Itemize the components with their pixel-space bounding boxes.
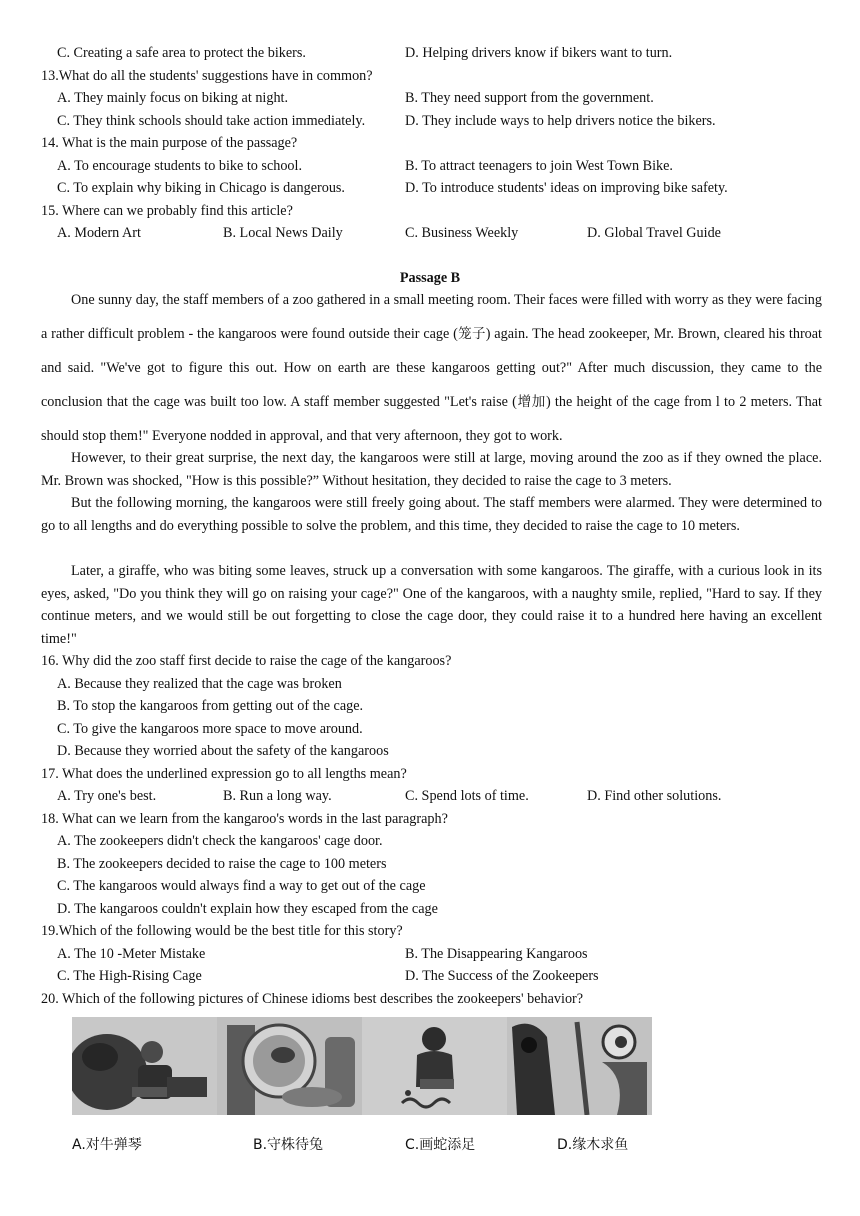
q19-option-a: A. The 10 -Meter Mistake bbox=[57, 946, 206, 962]
idiom-picture-c bbox=[362, 1017, 507, 1115]
q18-stem: 18. What can we learn from the kangaroo's words in the last paragraph? bbox=[41, 811, 448, 827]
q16-option-b: B. To stop the kangaroos from getting out of the cage. bbox=[57, 698, 364, 714]
q20-option-b: B.守株待兔 bbox=[253, 1137, 324, 1153]
q17-option-a: A. Try one's best. bbox=[57, 788, 157, 804]
q13-option-c: C. They think schools should take action immediately. bbox=[57, 113, 366, 129]
idiom-picture-d bbox=[507, 1017, 652, 1115]
p1-text-b: ) again. The head zookeeper, Mr. Brown, cleared his throat and said. "We've got to figure this out. How on earth are these kangaroos getting out?" After much discussion, they came to the conclusion that the cage was built too low. A staff member suggested "Let's raise ( bbox=[41, 326, 822, 410]
p1-text-c: ) the height of the cage from l to 2 meters. That should stop them!" Everyone nodded in approval, and that very afternoon, they got to work. bbox=[41, 394, 822, 444]
idiom-picture-b bbox=[217, 1017, 362, 1115]
q13-option-a: A. They mainly focus on biking at night. bbox=[57, 90, 289, 106]
q15-option-d: D. Global Travel Guide bbox=[587, 225, 721, 241]
q17-option-b: B. Run a long way. bbox=[223, 788, 332, 804]
q18-option-b: B. The zookeepers decided to raise the cage to 100 meters bbox=[57, 856, 387, 872]
q15-stem: 15. Where can we probably find this article? bbox=[41, 203, 293, 219]
q17-option-d: D. Find other solutions. bbox=[587, 788, 722, 804]
idiom-picture-a bbox=[72, 1017, 217, 1115]
q14-stem: 14. What is the main purpose of the passage? bbox=[41, 135, 298, 151]
passage-paragraph-1 bbox=[41, 283, 822, 453]
q19-stem: 19.Which of the following would be the best title for this story? bbox=[41, 923, 403, 939]
q19-option-b: B. The Disappearing Kangaroos bbox=[405, 946, 588, 962]
q12-option-d: D. Helping drivers know if bikers want to turn. bbox=[405, 45, 673, 61]
q15-option-b: B. Local News Daily bbox=[223, 225, 343, 241]
q19-option-d: D. The Success of the Zookeepers bbox=[405, 968, 599, 984]
passage-title: Passage B bbox=[399, 270, 461, 286]
q15-option-a: A. Modern Art bbox=[57, 225, 141, 241]
q13-option-b: B. They need support from the government. bbox=[405, 90, 654, 106]
q16-stem: 16. Why did the zoo staff first decide to raise the cage of the kangaroos? bbox=[41, 653, 452, 669]
q20-stem: 20. Which of the following pictures of Chinese idioms best describes the zookeepers' behavior? bbox=[41, 991, 584, 1007]
q16-option-a: A. Because they realized that the cage was broken bbox=[57, 676, 342, 692]
passage-paragraph-3: But the following morning, the kangaroos were still freely going about. The staff members were alarmed. They were determined to go to all lengths and do everything possible to solve the problem, and this time, they decided to raise the cage to 10 meters. bbox=[41, 495, 822, 534]
q20-option-a: A.对牛弹琴 bbox=[72, 1137, 142, 1153]
passage-paragraph-4: Later, a giraffe, who was biting some leaves, struck up a conversation with some kangaroos. The giraffe, with a curious look in its eyes, asked, "Do you think they will go on raising your cage?" One of the kangaroos, with a naughty smile, replied, "Hard to say. If they continue meters, and we would still be out forgetting to close the cage door, they could raise it to a hundred here having an excellent time!" bbox=[41, 563, 822, 647]
q15-option-c: C. Business Weekly bbox=[405, 225, 519, 241]
q20-option-c: C.画蛇添足 bbox=[405, 1137, 476, 1153]
q16-option-d: D. Because they worried about the safety of the kangaroos bbox=[57, 743, 389, 759]
q14-option-d: D. To introduce students' ideas on improving bike safety. bbox=[405, 180, 728, 196]
q18-option-c: C. The kangaroos would always find a way to get out of the cage bbox=[57, 878, 426, 894]
q17-stem: 17. What does the underlined expression go to all lengths mean? bbox=[41, 766, 407, 782]
p1-chinese-gloss-raise: 增加 bbox=[516, 394, 546, 410]
p1-chinese-gloss-cage: 笼子 bbox=[457, 326, 486, 342]
q14-option-a: A. To encourage students to bike to school. bbox=[57, 158, 303, 174]
passage-paragraph-2: However, to their great surprise, the next day, the kangaroos were still at large, moving around the zoo as if they owned the place. Mr. Brown was shocked, "How is this possible?” Without hesitation, they decided to raise the cage to 3 meters. bbox=[41, 450, 822, 489]
q14-option-c: C. To explain why biking in Chicago is dangerous. bbox=[57, 180, 345, 196]
q13-stem: 13.What do all the students' suggestions have in common? bbox=[41, 68, 373, 84]
idiom-pictures-strip bbox=[72, 1017, 652, 1115]
q20-option-d: D.缘木求鱼 bbox=[557, 1137, 629, 1153]
q14-option-b: B. To attract teenagers to join West Town Bike. bbox=[405, 158, 673, 174]
q18-option-d: D. The kangaroos couldn't explain how they escaped from the cage bbox=[57, 901, 438, 917]
q19-option-c: C. The High-Rising Cage bbox=[57, 968, 202, 984]
q18-option-a: A. The zookeepers didn't check the kangaroos' cage door. bbox=[57, 833, 383, 849]
q16-option-c: C. To give the kangaroos more space to move around. bbox=[57, 721, 363, 737]
q12-option-c: C. Creating a safe area to protect the bikers. bbox=[57, 45, 306, 61]
p1-text-a: One sunny day, the staff members of a zoo gathered in a small meeting room. Their faces were filled with worry as they were facing a rather difficult problem - the kangaroos were found outside their cage ( bbox=[41, 292, 822, 342]
q13-option-d: D. They include ways to help drivers notice the bikers. bbox=[405, 113, 716, 129]
q17-option-c: C. Spend lots of time. bbox=[405, 788, 529, 804]
